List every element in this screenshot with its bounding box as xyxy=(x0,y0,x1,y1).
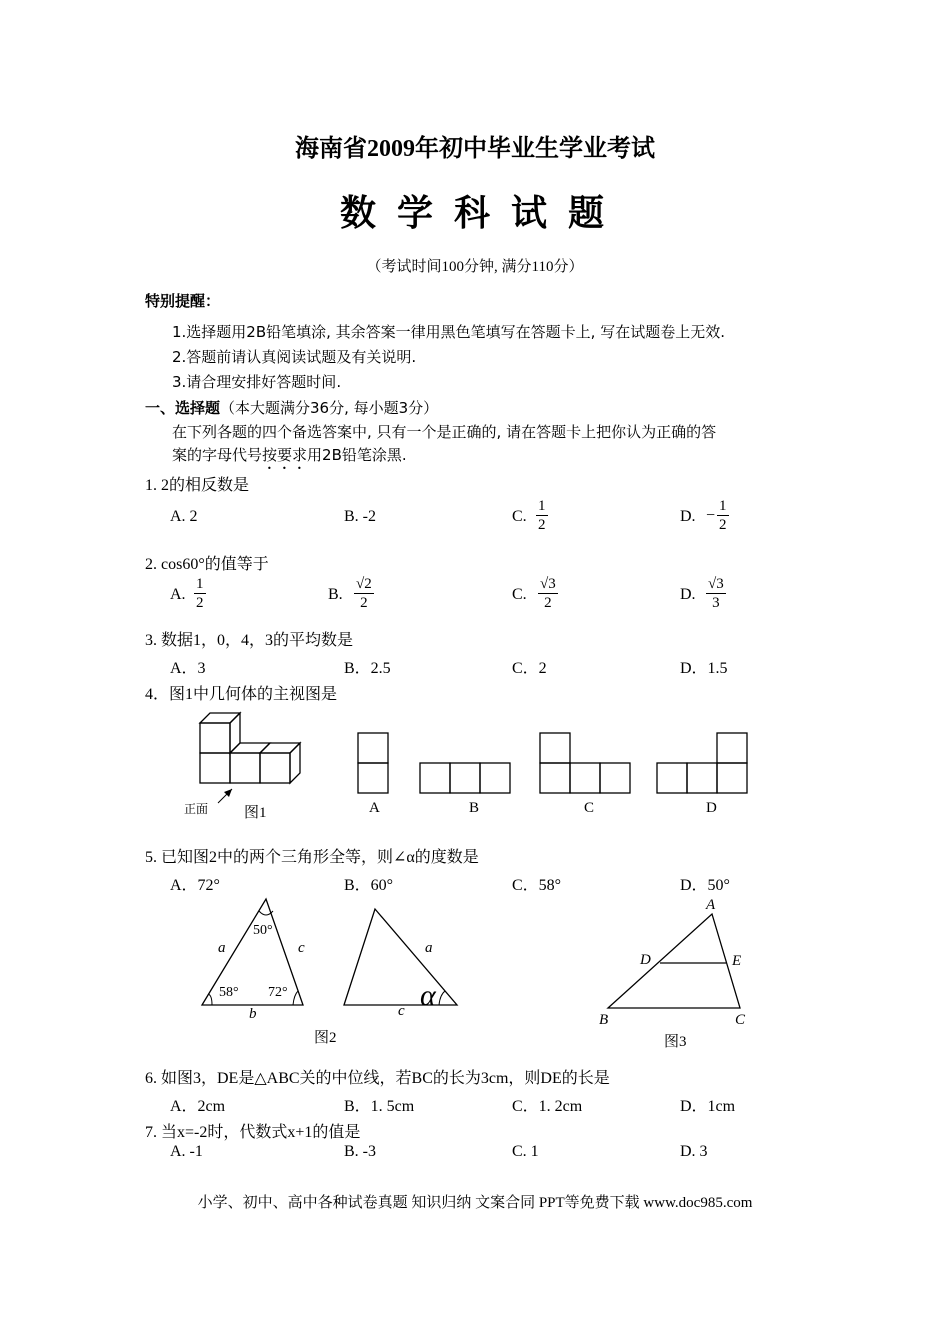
notice-item-1: 1.选择题用2B铅笔填涂, 其余答案一律用黑色笔填写在答题卡上, 写在试题卷上无效. xyxy=(172,323,725,341)
subject-title: 数 学 科 试 题 xyxy=(339,193,610,233)
q6-option-a: A．2cm xyxy=(170,1098,226,1115)
triangle-2 xyxy=(344,909,457,1005)
q7-option-d: D. 3 xyxy=(680,1143,708,1160)
instruction-dotted: 按要求 xyxy=(262,446,308,464)
q2-option-a-fraction xyxy=(194,575,206,612)
q1-option-d: D. xyxy=(680,508,696,525)
tri1-side-c: c xyxy=(298,940,305,956)
page-footer: 小学、初中、高中各种试卷真题 知识归纳 文案合同 PPT等免费下载 www.doc985.com xyxy=(197,1195,753,1211)
q5-option-c: C．58° xyxy=(512,877,562,894)
q2-option-b-fraction xyxy=(354,575,374,612)
q3-stem: 3. 数据1，0，4，3的平均数是 xyxy=(145,632,354,649)
view-a xyxy=(358,733,388,793)
view-d-label: D xyxy=(706,800,717,816)
angle-label-top: 50° xyxy=(253,923,273,938)
fraction-numerator: √3 xyxy=(540,576,556,592)
fraction-numerator: √2 xyxy=(356,576,372,592)
figure-3-triangle xyxy=(600,905,750,1015)
q1-stem: 1. 2的相反数是 xyxy=(145,477,250,494)
q6-stem: 6. 如图3，DE是△ABC关的中位线，若BC的长为3cm，则DE的长是 xyxy=(145,1070,610,1087)
q2-stem: 2. cos60°的值等于 xyxy=(145,556,269,573)
q1-option-c-fraction xyxy=(536,497,548,534)
section-instruction-2 xyxy=(172,444,407,473)
q6-option-b: B．1. 5cm xyxy=(344,1098,415,1115)
q1-option-b: B. -2 xyxy=(344,508,376,525)
q7-option-a: A. -1 xyxy=(170,1143,203,1160)
exam-info: （考试时间100分钟, 满分110分） xyxy=(366,259,584,275)
tri1-side-a: a xyxy=(218,940,226,956)
q2-option-c-fraction xyxy=(538,575,558,612)
fraction-denominator: 2 xyxy=(196,595,204,611)
tri2-side-c: c xyxy=(398,1003,405,1019)
notice-heading: 特别提醒： xyxy=(145,292,221,310)
fraction-denominator: 2 xyxy=(354,593,374,612)
fraction-denominator: 2 xyxy=(538,593,558,612)
q6-option-c: C．1. 2cm xyxy=(512,1098,583,1115)
triangle-abc xyxy=(608,914,740,1008)
q1-option-d-fraction xyxy=(717,497,729,534)
fig1-caption: 图1 xyxy=(244,805,267,821)
tri2-side-a: a xyxy=(425,940,433,956)
q3-option-a: A．3 xyxy=(170,660,206,677)
q2-option-b: B. xyxy=(328,586,343,603)
q7-option-b: B. -3 xyxy=(344,1143,376,1160)
fig2-caption: 图2 xyxy=(314,1030,337,1046)
front-label: 正面 xyxy=(184,802,209,816)
notice-item-3: 3.请合理安排好答题时间. xyxy=(172,373,342,391)
q5-stem: 5. 已知图2中的两个三角形全等，则∠α的度数是 xyxy=(145,849,479,866)
q1-option-c: C. xyxy=(512,508,527,525)
q2-option-d: D. xyxy=(680,586,696,603)
view-c xyxy=(540,733,630,793)
view-c-label: C xyxy=(584,800,595,816)
angle-arc-alpha xyxy=(439,991,445,1005)
q7-stem: 7. 当x=-2时，代数式x+1的值是 xyxy=(145,1124,361,1141)
instruction-post: 用2B铅笔涂黑. xyxy=(307,446,407,464)
view-a-label: A xyxy=(369,800,380,816)
fraction-numerator: 1 xyxy=(196,576,204,592)
q1-option-a: A. 2 xyxy=(170,508,198,525)
q2-option-d-fraction xyxy=(706,575,726,612)
q3-option-c: C．2 xyxy=(512,660,547,677)
angle-label-left: 58° xyxy=(219,985,239,1000)
fraction-numerator: 1 xyxy=(538,498,546,514)
point-d-label: D xyxy=(640,952,651,968)
instruction-pre: 案的字母代号 xyxy=(172,446,263,464)
fraction-denominator: 2 xyxy=(719,517,727,533)
view-b xyxy=(420,763,510,793)
view-b-label: B xyxy=(469,800,480,816)
angle-arc-right xyxy=(293,991,298,1005)
fraction-numerator: √3 xyxy=(708,576,724,592)
notice-item-2: 2.答题前请认真阅读试题及有关说明. xyxy=(172,348,417,366)
fraction-denominator: 3 xyxy=(706,593,726,612)
point-c-label: C xyxy=(735,1012,746,1028)
fraction-denominator: 2 xyxy=(538,517,546,533)
point-e-label: E xyxy=(732,953,742,969)
q2-option-c: C. xyxy=(512,586,527,603)
section-instruction-1: 在下列各题的四个备选答案中, 只有一个是正确的, 请在答题卡上把你认为正确的答 xyxy=(172,423,717,441)
q3-option-d: D．1.5 xyxy=(680,660,728,677)
q1-option-d-minus: − xyxy=(706,507,716,524)
fig3-caption: 图3 xyxy=(664,1034,687,1050)
q7-option-c: C. 1 xyxy=(512,1143,539,1160)
view-d xyxy=(657,733,747,793)
q5-option-b: B．60° xyxy=(344,877,394,894)
fraction-numerator: 1 xyxy=(719,498,727,514)
section-title-rest: （本大题满分36分, 每小题3分） xyxy=(220,399,439,417)
section-title xyxy=(145,397,438,418)
angle-label-right: 72° xyxy=(268,985,288,1000)
angle-arc-left xyxy=(208,994,212,1005)
section-title-bold: 一、选择题 xyxy=(145,399,221,417)
point-b-label: B xyxy=(599,1012,609,1028)
isometric-solid xyxy=(200,713,300,783)
exam-title: 海南省2009年初中毕业生学业考试 xyxy=(295,136,655,162)
q4-stem: 4．图1中几何体的主视图是 xyxy=(145,686,338,703)
q5-option-d: D．50° xyxy=(680,877,730,894)
q2-option-a: A. xyxy=(170,586,186,603)
q5-option-a: A．72° xyxy=(170,877,220,894)
point-a-label: A xyxy=(706,897,716,913)
tri1-side-b: b xyxy=(249,1006,257,1022)
alpha-label: α xyxy=(420,979,436,1012)
q3-option-b: B．2.5 xyxy=(344,660,391,677)
q6-option-d: D．1cm xyxy=(680,1098,736,1115)
